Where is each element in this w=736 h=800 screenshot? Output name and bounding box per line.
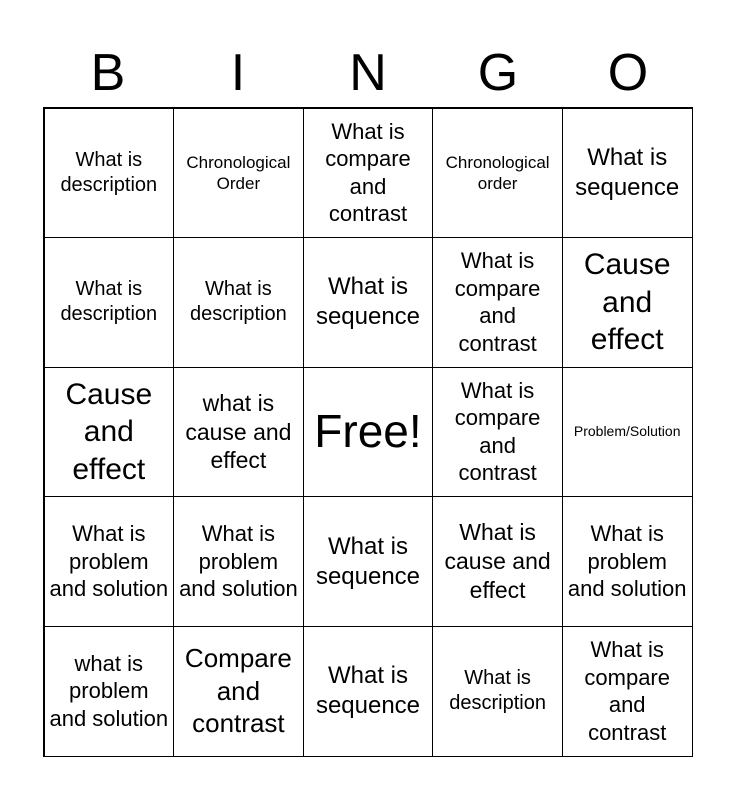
header-letter-g: G — [477, 44, 519, 102]
cell-text: What is cause and effect — [444, 519, 551, 603]
bingo-cell[interactable] — [44, 367, 175, 498]
cell-text: What is compare and contrast — [325, 118, 411, 227]
bingo-cell[interactable] — [562, 626, 693, 757]
cell-text: What is sequence — [315, 662, 421, 720]
bingo-cell[interactable] — [44, 108, 175, 239]
cell-text: what is cause and effect — [185, 389, 292, 474]
bingo-cell[interactable] — [44, 496, 175, 627]
cell-text: What is problem and solution — [179, 521, 298, 602]
bingo-cell[interactable] — [432, 496, 563, 627]
bingo-cell[interactable] — [562, 108, 693, 239]
header-letter-i: I — [230, 44, 246, 102]
cell-text: Compare and contrast — [184, 643, 292, 739]
bingo-cell[interactable] — [432, 626, 563, 757]
cell-text: What is description — [190, 278, 287, 326]
cell-text: What is compare and contrast — [584, 637, 670, 745]
cell-text: What is description — [60, 278, 158, 326]
bingo-cell[interactable] — [303, 626, 434, 757]
cell-text: What is description — [60, 148, 158, 196]
bingo-cell[interactable] — [173, 496, 304, 627]
cell-text: What is description — [449, 667, 546, 715]
bingo-cell[interactable] — [432, 237, 563, 368]
cell-text: Cause and effect — [65, 377, 153, 486]
bingo-cell[interactable] — [173, 367, 304, 498]
header-letter-o: O — [607, 44, 649, 102]
header-letter-n: N — [349, 44, 387, 102]
cell-text: What is compare and contrast — [454, 377, 541, 486]
bingo-cell[interactable] — [303, 108, 434, 239]
free-space-cell[interactable] — [303, 367, 434, 498]
cell-text: Free! — [314, 405, 422, 458]
bingo-cell[interactable] — [432, 108, 563, 239]
cell-text: Problem/Solution — [573, 423, 681, 440]
bingo-cell[interactable] — [173, 626, 304, 757]
bingo-cell[interactable] — [173, 108, 304, 239]
header-letter-b: B — [90, 44, 126, 102]
cell-text: What is problem and solution — [49, 521, 169, 602]
bingo-cell[interactable] — [173, 237, 304, 368]
cell-text: What is compare and contrast — [454, 248, 541, 356]
bingo-cell[interactable] — [44, 237, 175, 368]
bingo-cell[interactable] — [303, 496, 434, 627]
bingo-cell[interactable] — [562, 367, 693, 498]
cell-text: Chronological order — [445, 152, 550, 193]
cell-text: what is problem and solution — [49, 650, 169, 731]
bingo-grid — [43, 107, 693, 757]
cell-text: What is sequence — [315, 532, 421, 590]
bingo-cell[interactable] — [44, 626, 175, 757]
cell-text: Chronological Order — [186, 152, 291, 193]
bingo-cell[interactable] — [562, 496, 693, 627]
bingo-cell[interactable] — [562, 237, 693, 368]
cell-text: What is problem and solution — [567, 521, 687, 602]
cell-text: What is sequence — [575, 143, 680, 201]
cell-text: What is sequence — [315, 273, 421, 331]
cell-text: Cause and effect — [583, 248, 671, 357]
bingo-cell[interactable] — [432, 367, 563, 498]
bingo-cell[interactable] — [303, 237, 434, 368]
bingo-header — [43, 40, 693, 106]
